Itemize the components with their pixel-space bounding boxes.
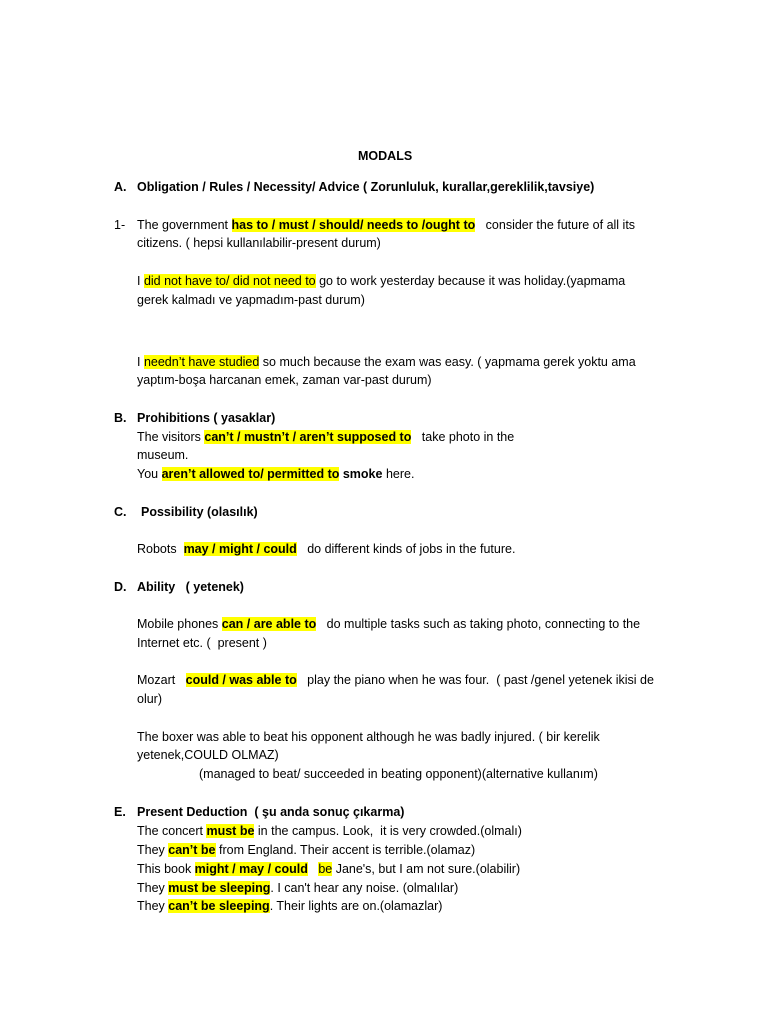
- text-span: take photo in the: [411, 430, 515, 444]
- highlighted-modals: can’t / mustn’t / aren’t supposed to: [204, 430, 412, 444]
- section-a-item3-line1: [137, 354, 636, 370]
- section-b-letter: B.: [114, 411, 127, 425]
- text-span: so much because the exam was easy. ( yapmama gerek yoktu ama: [259, 355, 636, 369]
- text-span: . I can't hear any noise. (olmalılar): [270, 881, 459, 895]
- section-a-heading: Obligation / Rules / Necessity/ Advice ( Zorunluluk, kurallar,gereklilik,tavsiye): [137, 180, 595, 194]
- text-span: Robots: [137, 542, 184, 556]
- text-span: This book: [137, 862, 195, 876]
- text-span: You: [137, 467, 162, 481]
- section-a-item2-line1: [137, 273, 625, 289]
- highlighted-modals: needn’t have studied: [143, 355, 260, 369]
- highlighted-modals: aren’t allowed to/ permitted to: [161, 467, 340, 481]
- section-a-item2-line2: gerek kalmadı ve yapmadım-past durum): [137, 293, 365, 307]
- text-span: They: [137, 843, 169, 857]
- highlighted-modals: did not have to/ did not need to: [143, 274, 316, 288]
- section-d-p3-line3: (managed to beat/ succeeded in beating opponent)(alternative kullanım): [199, 767, 598, 781]
- text-span: Mobile phones: [137, 617, 222, 631]
- section-a-item1-line1: [137, 217, 635, 233]
- text-span: [308, 862, 318, 876]
- section-e-line3: [137, 861, 520, 877]
- highlighted-modals: be: [318, 862, 333, 876]
- section-e-heading: Present Deduction ( şu anda sonuç çıkarma): [137, 805, 405, 819]
- highlighted-modals: can’t be: [168, 843, 216, 857]
- section-e-line2: [137, 842, 475, 858]
- text-span: Jane's, but I am not sure.(olabilir): [332, 862, 521, 876]
- text-span: The concert: [137, 824, 207, 838]
- highlighted-modals: might / may / could: [194, 862, 308, 876]
- highlighted-modals: has to / must / should/ needs to /ought to: [231, 218, 476, 232]
- text-span: The visitors: [137, 430, 205, 444]
- document-title: MODALS: [358, 149, 413, 163]
- section-e-letter: E.: [114, 805, 126, 819]
- section-e-line5: [137, 898, 442, 914]
- text-span: go to work yesterday because it was holiday.(yapmama: [315, 274, 626, 288]
- section-e-line4: [137, 880, 458, 896]
- text-span: I: [137, 274, 144, 288]
- text-span: Mozart: [137, 673, 186, 687]
- section-b-line3: [137, 466, 414, 482]
- highlighted-modals: can / are able to: [221, 617, 317, 631]
- highlighted-modals: must be sleeping: [168, 881, 271, 895]
- text-span: here.: [382, 467, 415, 481]
- section-b-heading: Prohibitions ( yasaklar): [137, 411, 276, 425]
- highlighted-modals: could / was able to: [185, 673, 297, 687]
- section-d-p2-line1: [137, 672, 654, 688]
- text-span: play the piano when he was four. ( past /genel yetenek ikisi de: [296, 673, 654, 687]
- text-span: do different kinds of jobs in the future.: [296, 542, 516, 556]
- text-span: from England. Their accent is terrible.(olamaz): [215, 843, 476, 857]
- text-span: in the campus. Look, it is very crowded.(olmalı): [254, 824, 522, 838]
- section-e-line1: [137, 823, 522, 839]
- section-c-heading: Possibility (olasılık): [141, 505, 258, 519]
- item-1-number: 1-: [114, 218, 126, 232]
- section-d-heading: Ability ( yetenek): [137, 580, 244, 594]
- section-c-line1: [137, 541, 515, 557]
- text-span: They: [137, 899, 169, 913]
- section-d-p3-line2: yetenek,COULD OLMAZ): [137, 748, 279, 762]
- highlighted-modals: must be: [206, 824, 255, 838]
- highlighted-modals: can’t be sleeping: [168, 899, 270, 913]
- text-span: do multiple tasks such as taking photo, connecting to the: [316, 617, 641, 631]
- text-span: smoke: [339, 467, 383, 481]
- section-a-item3-line2: yaptım-boşa harcanan emek, zaman var-past durum): [137, 373, 432, 387]
- section-d-letter: D.: [114, 580, 127, 594]
- section-c-letter: C.: [114, 505, 127, 519]
- text-span: They: [137, 881, 169, 895]
- section-d-p2-line2: olur): [137, 692, 163, 706]
- section-d-p1-line2: Internet etc. ( present ): [137, 636, 267, 650]
- section-d-p1-line1: [137, 616, 640, 632]
- text-span: consider the future of all its: [475, 218, 636, 232]
- text-span: The government: [137, 218, 232, 232]
- section-b-line2: museum.: [137, 448, 189, 462]
- section-d-p3-line1: The boxer was able to beat his opponent although he was badly injured. ( bir kerelik: [137, 730, 600, 744]
- section-b-line1: [137, 429, 514, 445]
- section-a-letter: A.: [114, 180, 127, 194]
- text-span: . Their lights are on.(olamazlar): [269, 899, 443, 913]
- highlighted-modals: may / might / could: [183, 542, 297, 556]
- text-span: I: [137, 355, 144, 369]
- section-a-item1-line2: citizens. ( hepsi kullanılabilir-present durum): [137, 236, 381, 250]
